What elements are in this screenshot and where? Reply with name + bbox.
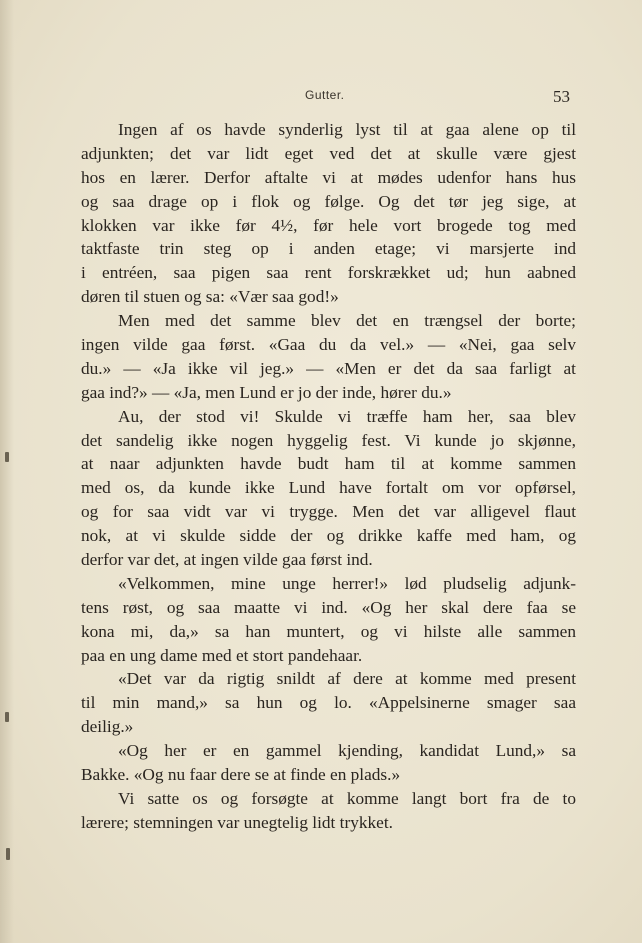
text-line: «Velkommen, mine unge herrer!» lød pludselig adjunk- [118, 573, 576, 593]
margin-mark [6, 848, 10, 860]
text-line: og for saa vidt var vi trygge. Men det var alligevel flaut [81, 502, 576, 522]
text-line: klokken var ikke før 4½, før hele vort brogede tog med [81, 215, 576, 235]
text-line: med os, da kunde ikke Lund have fortalt om vor opførsel, [81, 478, 576, 498]
text-line: Au, der stod vi! Skulde vi træffe ham her, saa blev [118, 406, 576, 426]
page-number: 53 [553, 87, 570, 106]
margin-mark [5, 452, 9, 462]
text-line: derfor var det, at ingen vilde gaa først ind. [81, 550, 373, 570]
text-line: «Og her er en gammel kjending, kandidat Lund,» sa [118, 741, 576, 761]
text-line: taktfaste trin steg op i anden etage; vi marsjerte ind [81, 239, 576, 259]
running-title: Gutter. [305, 88, 345, 102]
text-line: døren til stuen og sa: «Vær saa god!» [81, 287, 339, 307]
text-line: adjunkten; det var lidt eget ved det at skulle være gjest [81, 143, 576, 163]
text-line: Ingen af os havde synderlig lyst til at gaa alene op til [118, 120, 576, 139]
text-line: gaa ind?» — «Ja, men Lund er jo der inde, hører du.» [81, 382, 452, 402]
body-text [81, 118, 576, 835]
text-line: til min mand,» sa hun og lo. «Appelsinerne smager saa [81, 693, 576, 713]
text-line: «Det var da rigtig snildt af dere at komme med present [118, 669, 576, 689]
text-line: i entréen, saa pigen saa rent forskrækket ud; hun aabned [81, 263, 576, 283]
page-edge-shadow [0, 0, 14, 943]
text-line: ingen vilde gaa først. «Gaa du da vel.» — «Nei, gaa selv [81, 335, 576, 355]
text-line: Bakke. «Og nu faar dere se at finde en plads.» [81, 765, 401, 785]
text-line: kona mi, da,» sa han muntert, og vi hilste alle sammen [81, 621, 576, 641]
text-line: nok, at vi skulde sidde der og drikke kaffe med ham, og [81, 526, 576, 546]
text-line: lærere; stemningen var unegtelig lidt trykket. [81, 812, 393, 832]
margin-mark [5, 712, 9, 722]
text-line: Vi satte os og forsøgte at komme langt bort fra de to [118, 788, 576, 808]
page-header [0, 88, 642, 108]
text-line: paa en ung dame med et stort pandehaar. [81, 645, 363, 665]
text-line: og saa drage op i flok og følge. Og det tør jeg sige, at [81, 191, 576, 211]
text-line: deilig.» [81, 717, 134, 737]
text-line: det sandelig ikke nogen hyggelig fest. Vi kunde jo skjønne, [81, 430, 576, 450]
text-line: at naar adjunkten havde budt ham til at komme sammen [81, 454, 576, 474]
text-line: hos en lærer. Derfor aftalte vi at mødes udenfor hans hus [81, 167, 576, 187]
text-line: tens røst, og saa maatte vi ind. «Og her skal dere faa se [81, 597, 576, 617]
text-line: Men med det samme blev det en trængsel der borte; [118, 311, 576, 331]
text-line: du.» — «Ja ikke vil jeg.» — «Men er det da saa farligt at [81, 358, 576, 378]
